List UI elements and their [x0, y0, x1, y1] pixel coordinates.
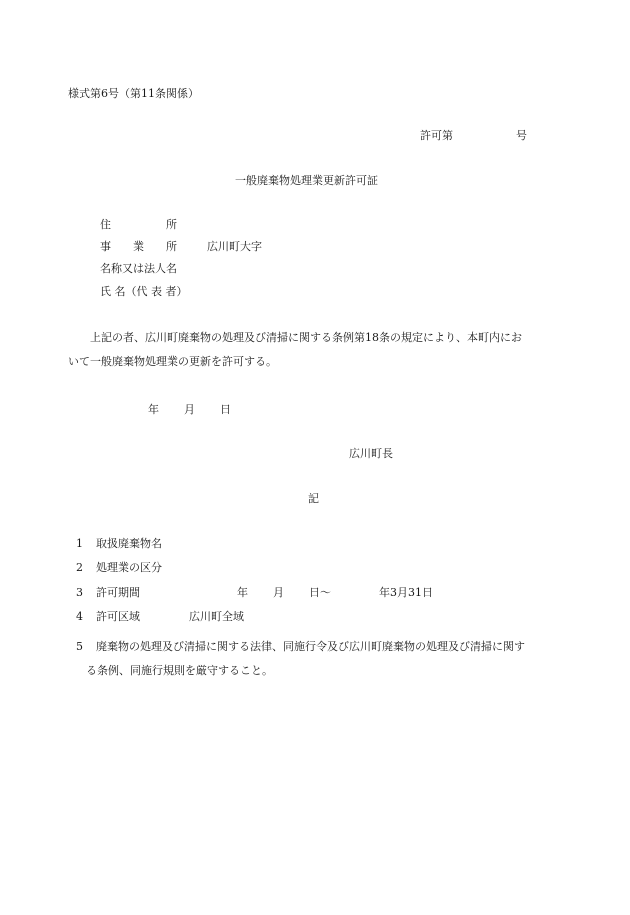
item-1-number: 1 [76, 537, 83, 550]
address-label: 住 所 [100, 218, 177, 231]
item-5-number: 5 [76, 640, 83, 653]
item-2-number: 2 [76, 561, 83, 574]
representative-label: 氏 名（代 表 者） [100, 285, 188, 298]
record-heading: 記 [308, 492, 319, 505]
item-3-day-from: 日～ [309, 586, 331, 599]
item-2-label: 処理業の区分 [96, 561, 162, 574]
item-3-number: 3 [76, 586, 83, 599]
body-line-2: いて一般廃棄物処理業の更新を許可する。 [68, 355, 277, 368]
item-3-year: 年 [237, 586, 248, 599]
issuer: 広川町長 [349, 447, 393, 460]
item-3-label: 許可期間 [96, 586, 140, 599]
body-line-1: 上記の者、広川町廃棄物の処理及び清掃に関する条例第18条の規定により、本町内にお [90, 331, 522, 344]
item-3-month: 月 [273, 586, 284, 599]
office-label: 事 業 所 [100, 240, 177, 253]
date-day: 日 [220, 403, 231, 416]
form-number: 様式第6号（第11条関係） [68, 87, 199, 100]
item-5-line-1: 廃棄物の処理及び清掃に関する法律、同施行令及び広川町廃棄物の処理及び清掃に関す [96, 640, 525, 653]
item-5-line-2: る条例、同施行規則を厳守すること。 [86, 664, 273, 677]
office-value: 広川町大字 [207, 240, 262, 253]
date-month: 月 [184, 403, 195, 416]
date-year: 年 [148, 403, 159, 416]
item-1-label: 取扱廃棄物名 [96, 537, 162, 550]
name-label: 名称又は法人名 [100, 262, 177, 275]
document-title: 一般廃棄物処理業更新許可証 [235, 174, 378, 187]
permit-number-suffix: 号 [516, 129, 527, 142]
item-4-label: 許可区域 [96, 610, 140, 623]
permit-number-prefix: 許可第 [420, 129, 453, 142]
item-3-end-date: 年3月31日 [379, 586, 433, 599]
item-4-value: 広川町全域 [189, 610, 244, 623]
item-4-number: 4 [76, 610, 83, 623]
